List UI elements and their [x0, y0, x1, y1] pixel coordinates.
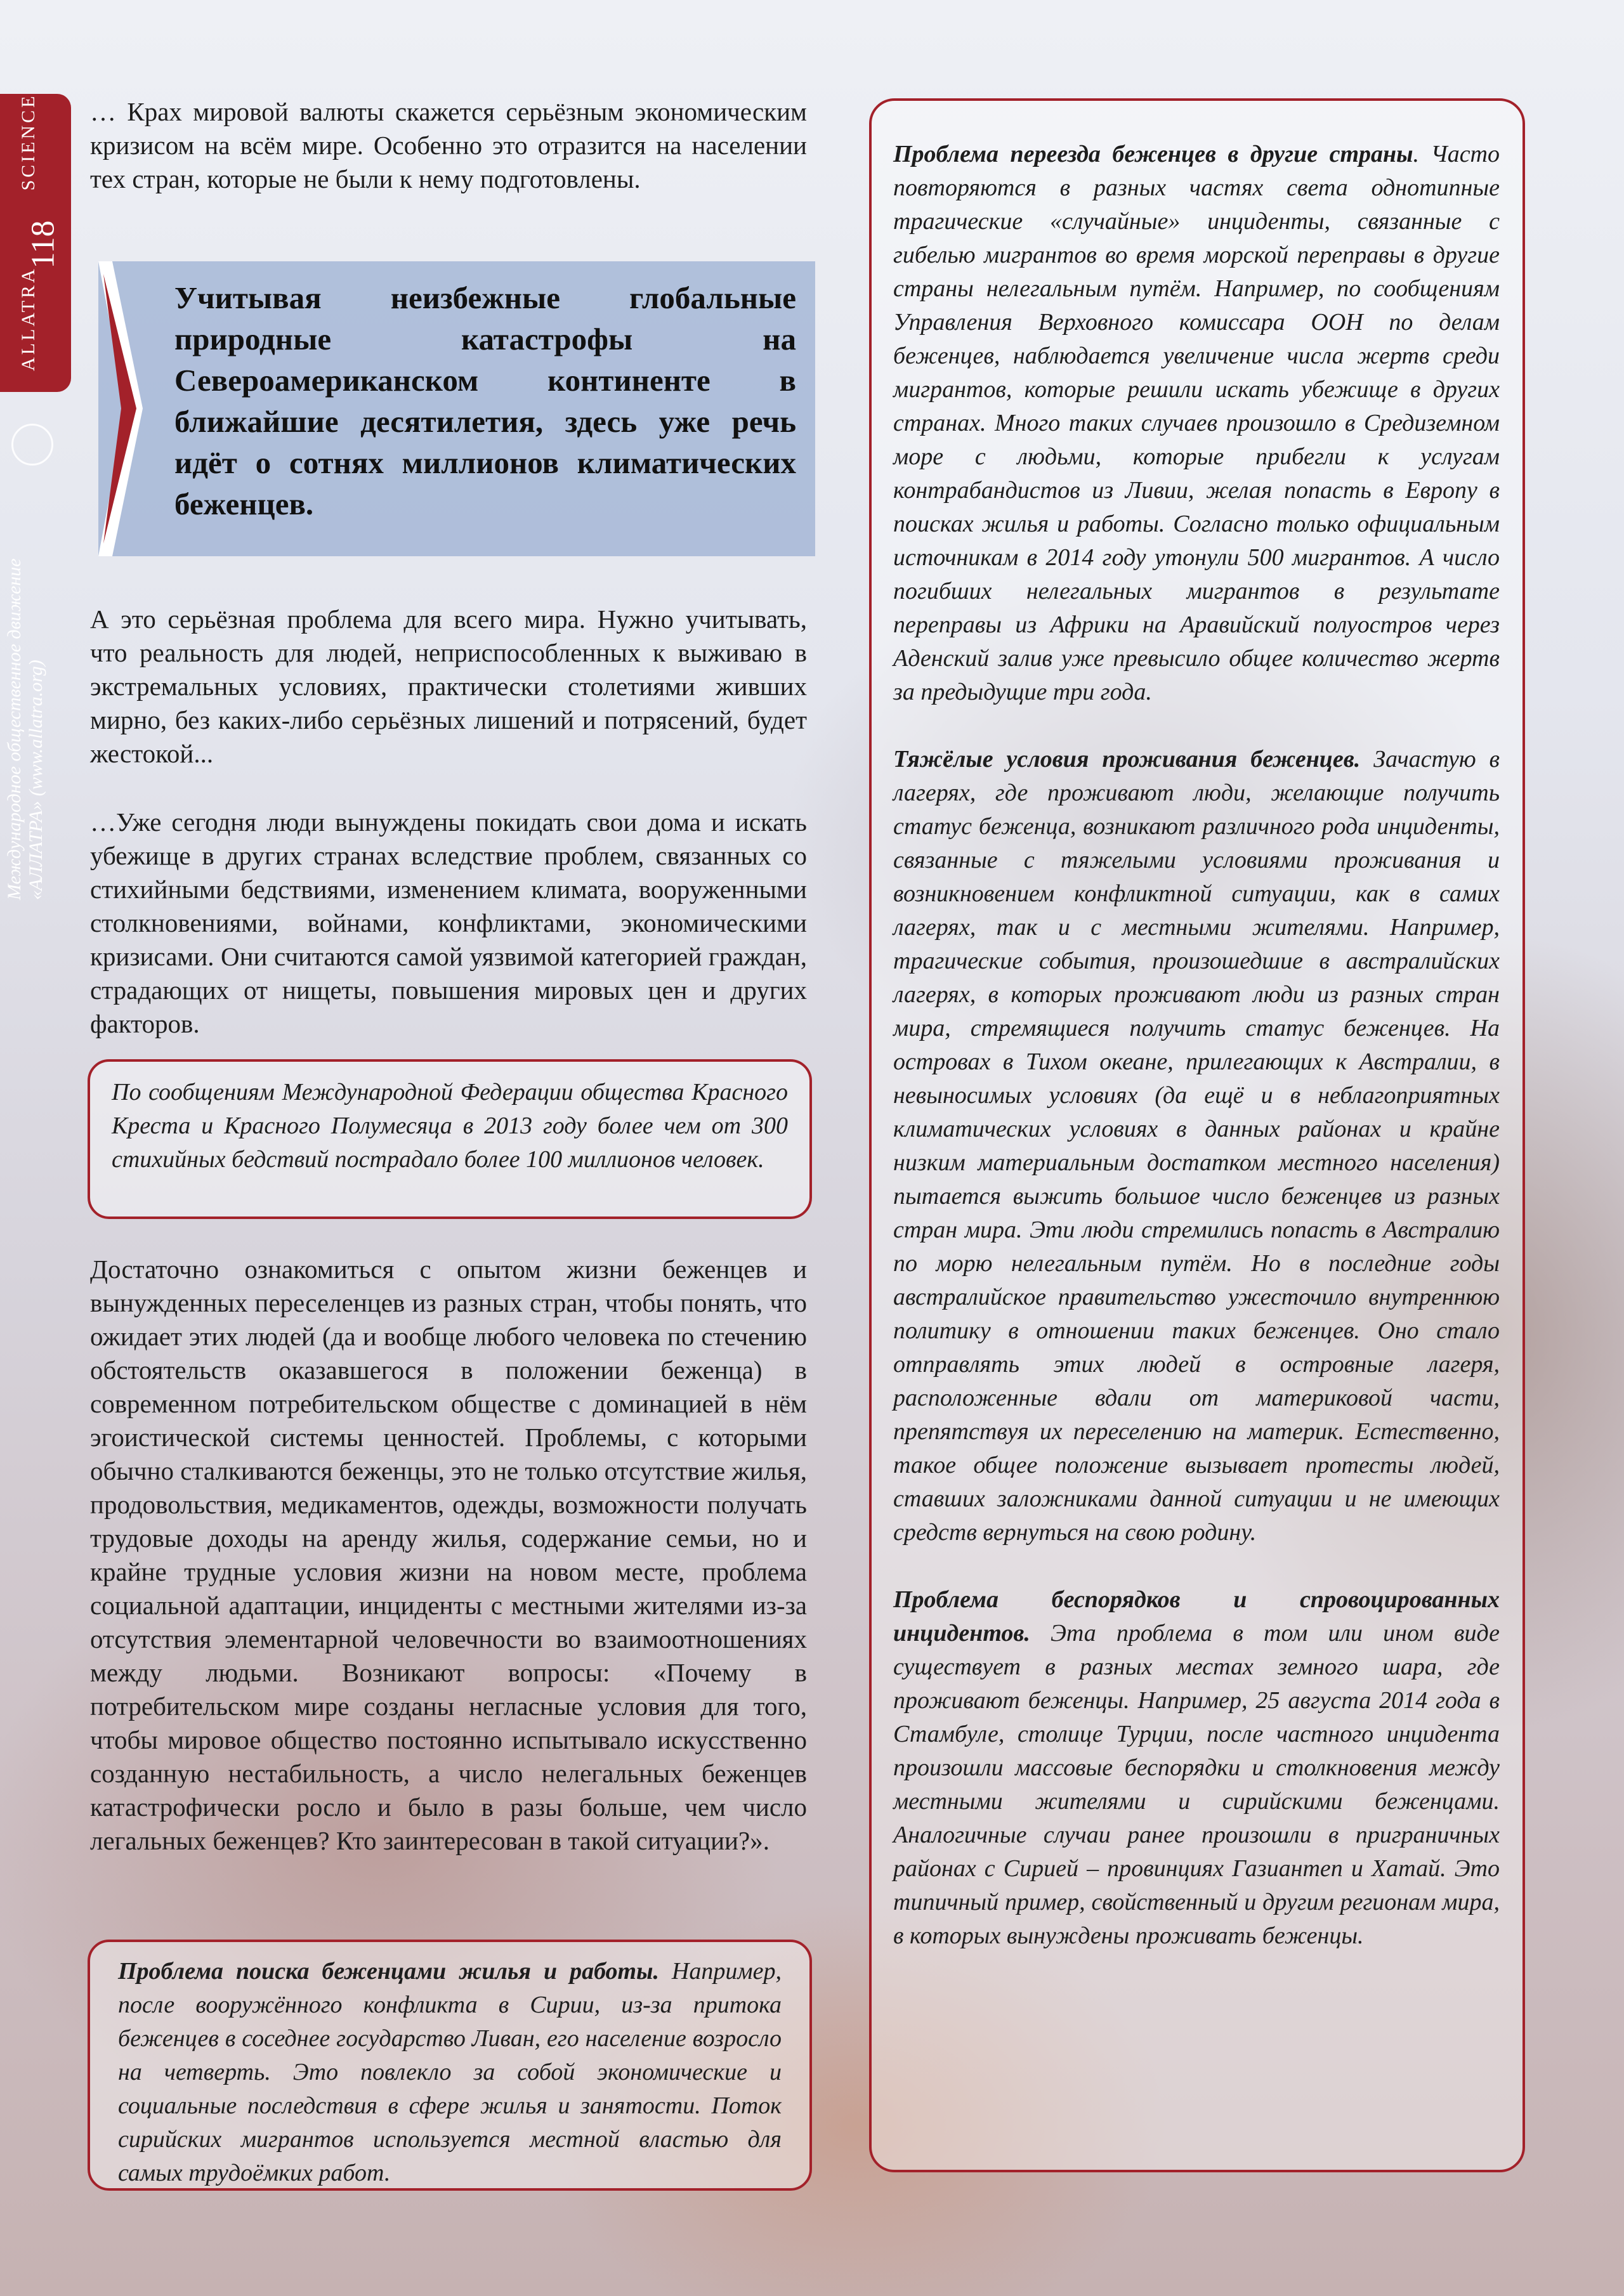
- housing-work-note-body: [118, 1955, 782, 2190]
- callout-text: Учитывая неизбежные глобальные природные катастрофы на Североамериканском континенте в ближайшие десятилетия, здесь уже речь идёт о сотнях миллионов климатических беженцев.: [174, 280, 796, 521]
- section-name: SCIENCE: [18, 93, 39, 191]
- housing-work-note: [88, 1940, 812, 2191]
- section-riots-text: Эта проблема в том или ином виде существует в разных местах земного шара, где проживают беженцы. Например, 25 августа 2014 года в Стамбуле, столице Турции, после частного инцидента произошли массовые беспорядки и столкновения между местными жителями и сирийскими беженцами. Аналогичные случаи ранее произошли в приграничных районах с Сирией – провинциях Газиантеп и Хатай. Это типичный пример, свойственный и другим регионам мира, в которых вынуждены проживать беженцы.: [893, 1620, 1500, 1949]
- section-living-conditions-body: [893, 743, 1500, 1549]
- brand-name: ALLATRA: [18, 268, 39, 371]
- section-riots-body: [893, 1583, 1500, 1953]
- organization-credit: [4, 469, 47, 900]
- org-line-2: «АЛЛАТРА» (www.allatra.org): [25, 660, 46, 900]
- paragraph-2: …Уже сегодня люди вынуждены покидать свои дома и искать убежище в других странах вследствие проблем, связанных со стихийными бедствиями, изменением климата, вооруженными столкновениями, войнами, конфликтами, экономическими кризисами. Они считаются самой уязвимой категорией граждан, страдающих от нищеты, повышения мировых цен и других факторов.: [90, 807, 807, 1038]
- page-number: 118: [25, 220, 62, 269]
- section-relocation-heading: Проблема переезда беженцев в другие страны: [893, 141, 1413, 167]
- section-relocation-body: [893, 138, 1500, 709]
- paragraph-1: А это серьёзная проблема для всего мира. Нужно учитывать, что реальность для людей, неприспособленных к выживаю в экстремальных условиях, практически столетиями живших мирно, без каких-либо серьёзных лишений и потрясений, будет жестокой...: [90, 604, 807, 768]
- housing-work-heading: Проблема поиска беженцами жилья и работы.: [118, 1958, 659, 1985]
- section-relocation-text: . Часто повторяются в разных частях света однотипные трагические «случайные» инциденты, связанные с гибелью мигрантов во время морской переправы в другие страны нелегальным путём. Например, по сообщениям Управления Верховного комиссара ООН по делам беженцев, наблюдается увеличение числа жертв среди мигрантов, которые решили искать убежище в других странах. Много таких случаев произошло в Средиземном море с людьми, которые прибегли к услугам контрабандистов из Ливии, желая попасть в Европу в поисках жилья и работы. Согласно только официальным источникам в 2014 году утонули 500 мигрантов. А число погибших нелегальных мигрантов в результате переправы из Африки на Аравийский полуостров через Аденский залив уже превысило общее количество жертв за предыдущие три года.: [893, 141, 1500, 705]
- red-cross-note-text: По сообщениям Международной Федерации общества Красного Креста и Красного Полумесяца в 2013 году более чем от 300 стихийных бедствий пострадало более 100 миллионов человек.: [112, 1079, 788, 1173]
- section-riots-heading: Проблема беспорядков и спровоцированных инцидентов.: [893, 1586, 1500, 1647]
- sidebar-tab: [0, 94, 71, 392]
- section-living-conditions-text: Зачастую в лагерях, где проживают люди, желающие получить статус беженца, возникают различного рода инциденты, связанные с тяжелыми условиями проживания и возникновением конфликтной ситуации, как в самих лагерях, так и с местными жителями. Например, трагические события, произошедшие в австралийских лагерях, в которых проживают люди из разных стран мира, стремящиеся получить статус беженцев. На островах в Тихом океане, прилегающих к Австралии, в невыносимых условиях (да ещё и в неблагоприятных климатических условиях в данных районах и крайне низким материальным достатком местного населения) пытается выжить большое число беженцев из разных стран мира. Эти люди стремились попасть в Австралию по морю нелегальным путём. Но в последние годы австралийское правительство ужесточило внутреннюю политику в отношении таких беженцев. Оно стало отправлять этих людей в островные лагеря, расположенные вдали от материковой части, препятствуя их переселению на материк. Естественно, такое общее положение вызывает протесты людей, ставших заложниками данной ситуации и не имеющих средств вернуться на свою родину.: [893, 746, 1500, 1546]
- section-living-conditions: [893, 743, 1500, 1549]
- housing-work-text: Например, после вооружённого конфликта в Сирии, из-за притока беженцев в соседнее государство Ливан, его население возросло на четверть. Это повлекло за собой экономические и социальные последствия в сфере жилья и занятости. Поток сирийских мигрантов используется местной властью для самых трудоёмких работ.: [118, 1958, 782, 2186]
- allatra-logo-icon: [11, 424, 53, 466]
- section-riots: [893, 1583, 1500, 1953]
- intro-paragraph: … Крах мировой валюты скажется серьёзным экономическим кризисом на всём мире. Особенно это отразится на населении тех стран, которые не были к нему подготовлены.: [90, 97, 807, 193]
- paragraph-3: Достаточно ознакомиться с опытом жизни беженцев и вынужденных переселенцев из разных стран, чтобы понять, что ожидает этих людей (да и вообще любого человека по стечению обстоятельств оказавшегося в положении беженца) в современном потребительском обществе с доминацией в нём эгоистической системы ценностей. Проблемы, с которыми обычно сталкиваются беженцы, это не только отсутствие жилья, продовольствия, медикаментов, одежды, возможности получать трудовые доходы на аренду жилья, содержание семьи, но и крайне трудные условия жизни на новом месте, проблема социальной адаптации, инциденты с местными жителями из-за отсутствия элементарной человечности во взаимоотношениях между людьми. Возникают вопросы: «Почему в потребительском мире созданы негласные условия для того, чтобы мировое общество постоянно испытывало искусственно созданную нестабильность, а число нелегальных беженцев катастрофически росло и было в разы больше, чем число легальных беженцев? Кто заинтересован в такой ситуации?».: [90, 1255, 807, 1855]
- callout-quote: [98, 261, 815, 556]
- callout-arrow-icon: [98, 261, 143, 556]
- org-line-1: Международное общественное движение: [4, 558, 25, 900]
- refugee-problems-box: [869, 98, 1525, 2172]
- section-relocation: [893, 138, 1500, 709]
- red-cross-note: [88, 1059, 812, 1219]
- section-living-conditions-heading: Тяжёлые условия проживания беженцев.: [893, 746, 1361, 773]
